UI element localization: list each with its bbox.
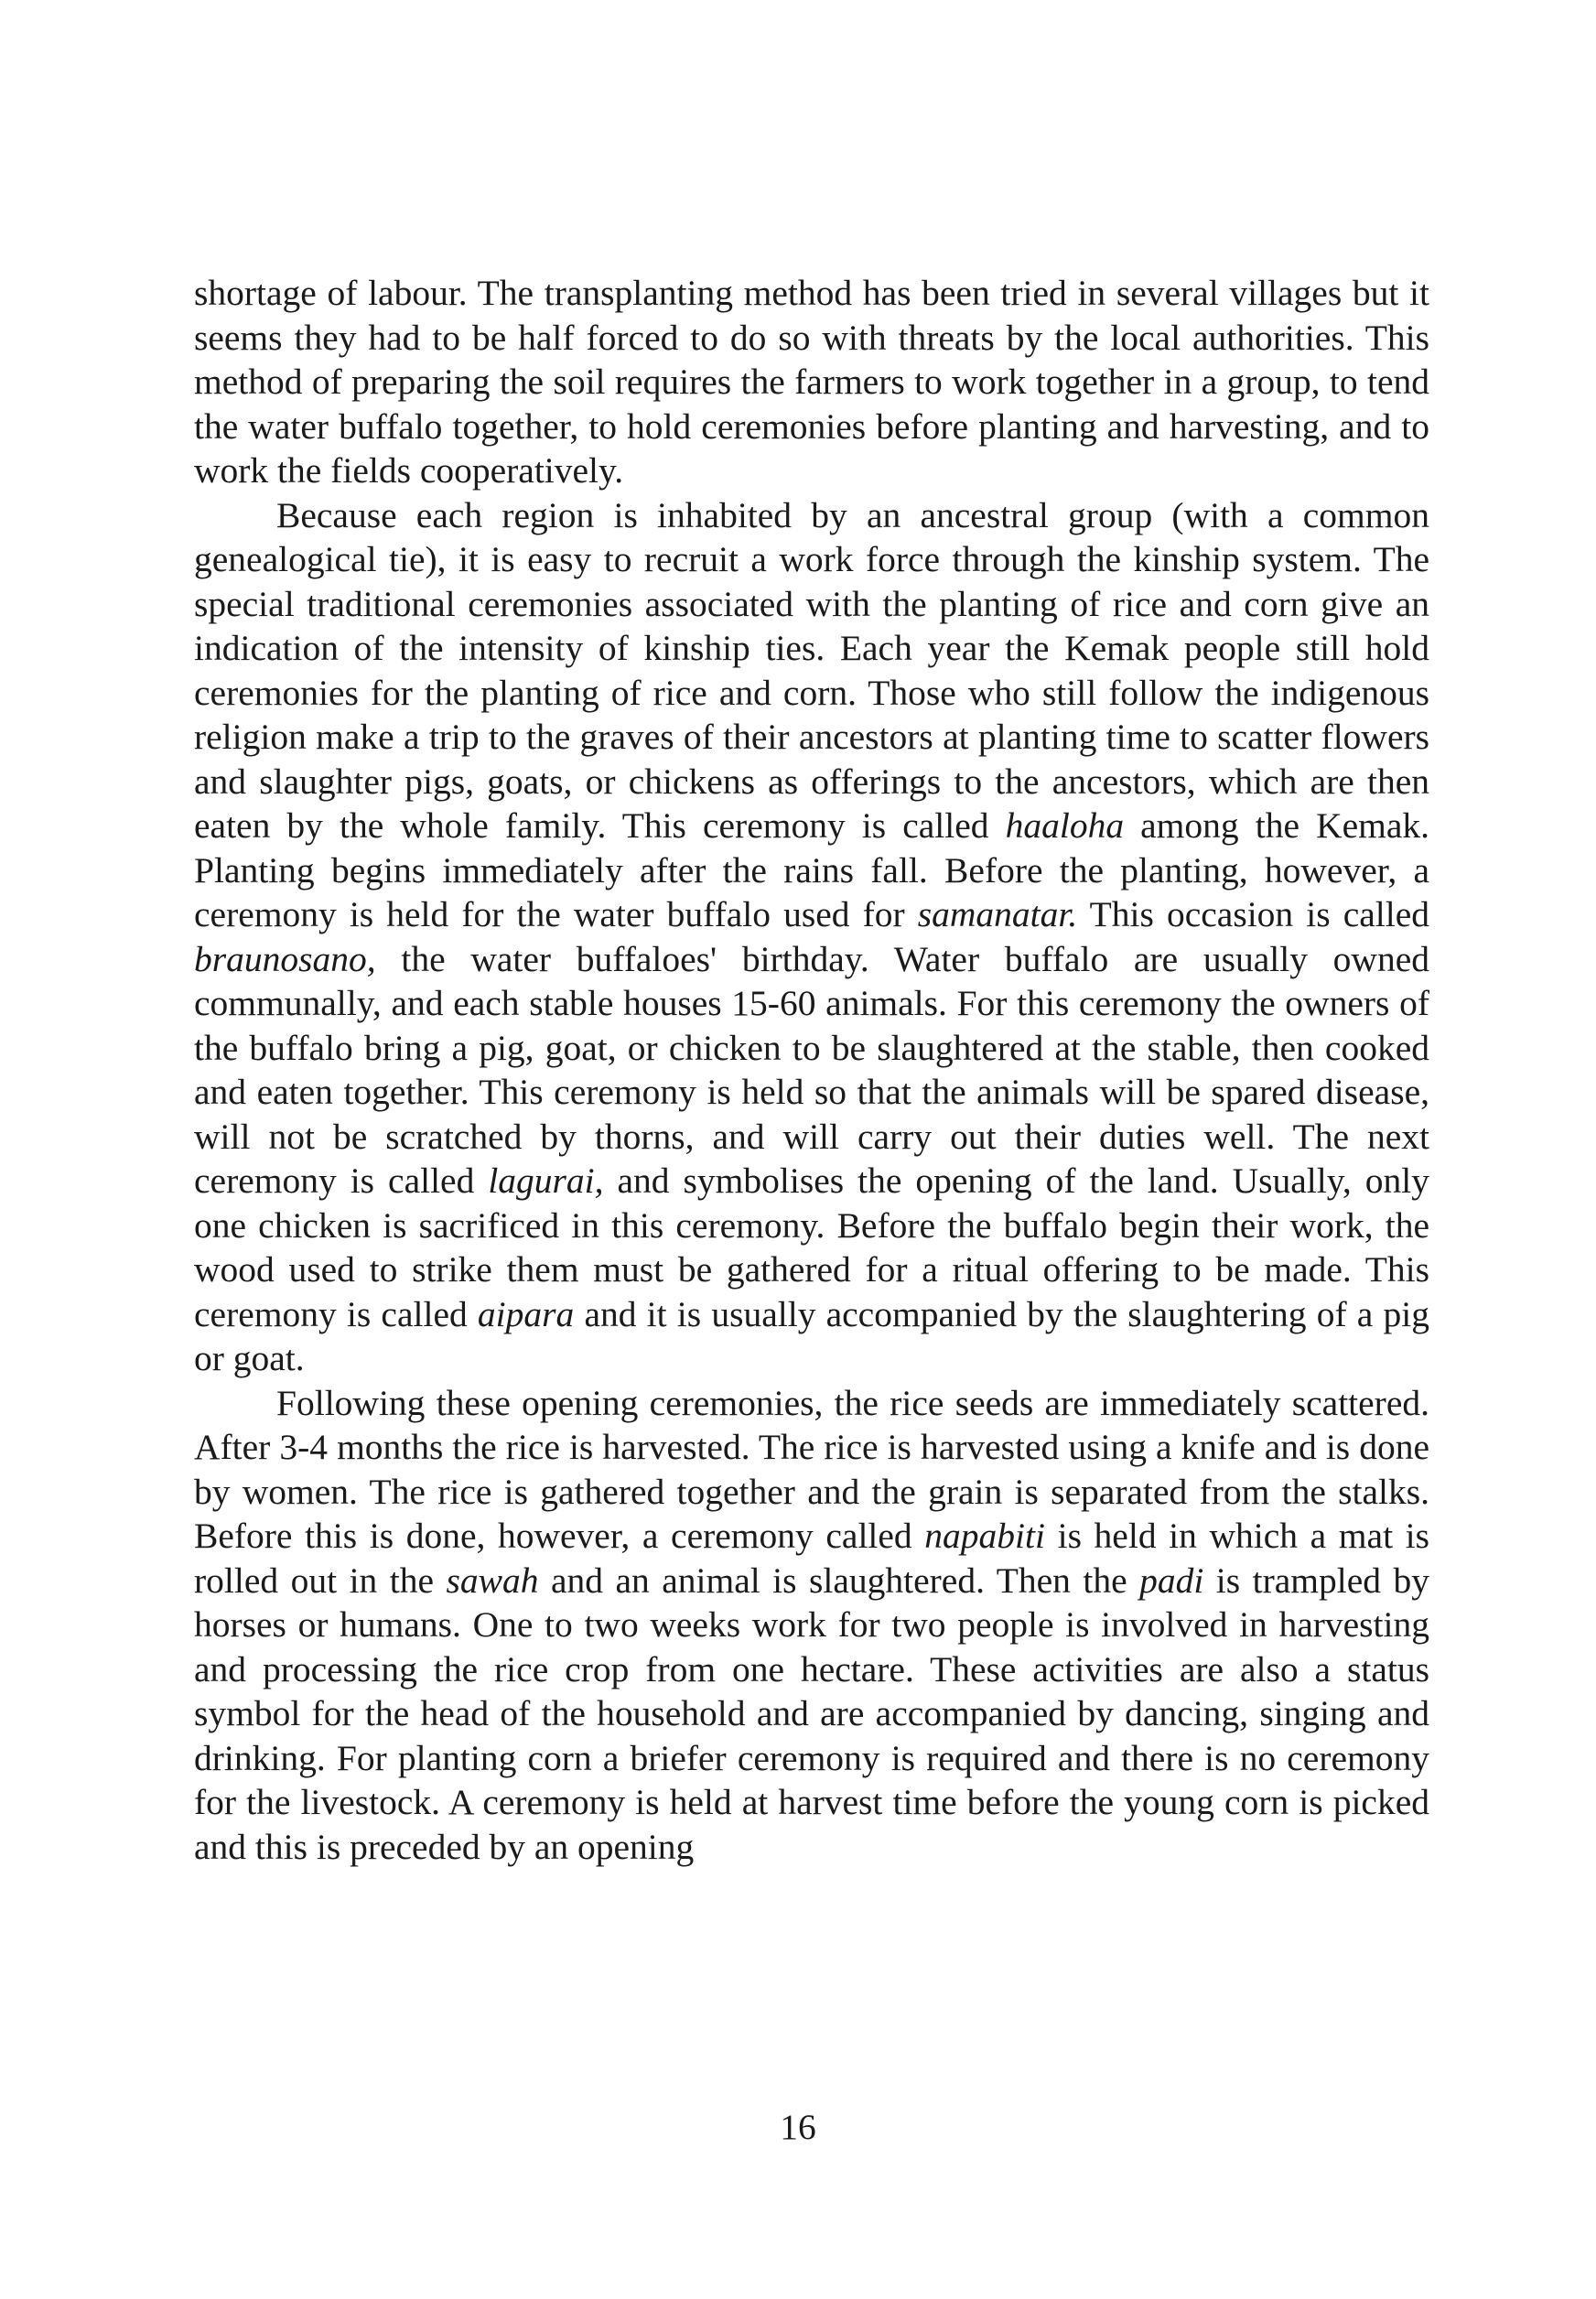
italic-term: lagurai, [488,1160,604,1201]
text-run: among the Kemak. Planting begins immediately after the rains fall. Before the planting, however, a ceremony is held for the water buffalo used for [194,805,1430,934]
body-text [194,271,1429,1869]
paragraph [194,271,1429,493]
text-run: is held in which a mat is rolled out in the [194,1516,1429,1601]
italic-term: sawah [446,1560,539,1601]
text-run: is trampled by horses or humans. One to two weeks work for two people is involved in harvesting and processing the rice crop from one hectare. These activities are also a status symbol for the head of the household and are accompanied by dancing, singing and drinking. For planting corn a briefer ceremony is required and there is no ceremony for the livestock. A ceremony is held at harvest time before the young corn is picked and this is preceded by an opening [194,1560,1429,1867]
italic-term: haaloha [1005,805,1125,846]
text-run: Following these opening ceremonies, the rice seeds are immediately scattered. After 3-4 months the rice is harvested. The rice is harvested using a knife and is done by women. The rice is gathered together and the grain is separated from the stalks. Before this is done, however, a ceremony called [194,1382,1429,1556]
text-run: and symbolises the opening of the land. Usually, only one chicken is sacrificed in this ceremony. Before the buffalo begin their work, the wood used to strike them must be gathered for a ritual offering to be made. This ceremony is called [194,1160,1429,1334]
italic-term: samanatar. [917,894,1078,934]
page-number: 16 [780,2107,816,2147]
paragraph [194,493,1429,1381]
text-run: This occasion is called [1077,894,1430,934]
text-run: Because each region is inhabited by an ancestral group (with a common genealogical tie), it is easy to recruit a work force through the kinship system. The special traditional ceremonies associated with the planting of rice and corn give an indication of the intensity of kinship ties. Each year the Kemak people still hold ceremonies for the planting of rice and corn. Those who still follow the indigenous religion make a trip to the graves of their ancestors at planting time to scatter flowers and slaughter pigs, goats, or chickens as offerings to the ancestors, which are then eaten by the whole family. This ceremony is called [194,494,1429,846]
paragraph [194,1381,1429,1870]
italic-term: napabiti [924,1516,1045,1556]
text-run: shortage of labour. The transplanting method has been tried in several villages but it seems they had to be half forced to do so with threats by the local authorities. This method of preparing the soil requires the farmers to work together in a group, to tend the water buffalo together, to hold ceremonies before planting and harvesting, and to work the fields cooperatively. [194,273,1429,491]
italic-term: aipara [477,1293,575,1334]
italic-term: braunosano, [194,938,376,979]
text-run: and it is usually accompanied by the slaughtering of a pig or goat. [194,1293,1429,1378]
text-run: and an animal is slaughtered. Then the [538,1560,1140,1601]
text-run: the water buffaloes' birthday. Water buffalo are usually owned communally, and each stable houses 15-60 animals. For this ceremony the owners of the buffalo bring a pig, goat, or chicken to be slaughtered at the stable, then cooked and eaten together. This ceremony is held so that the animals will be spared disease, will not be scratched by thorns, and will carry out their duties well. The next ceremony is called [194,938,1429,1201]
italic-term: padi [1139,1560,1204,1601]
